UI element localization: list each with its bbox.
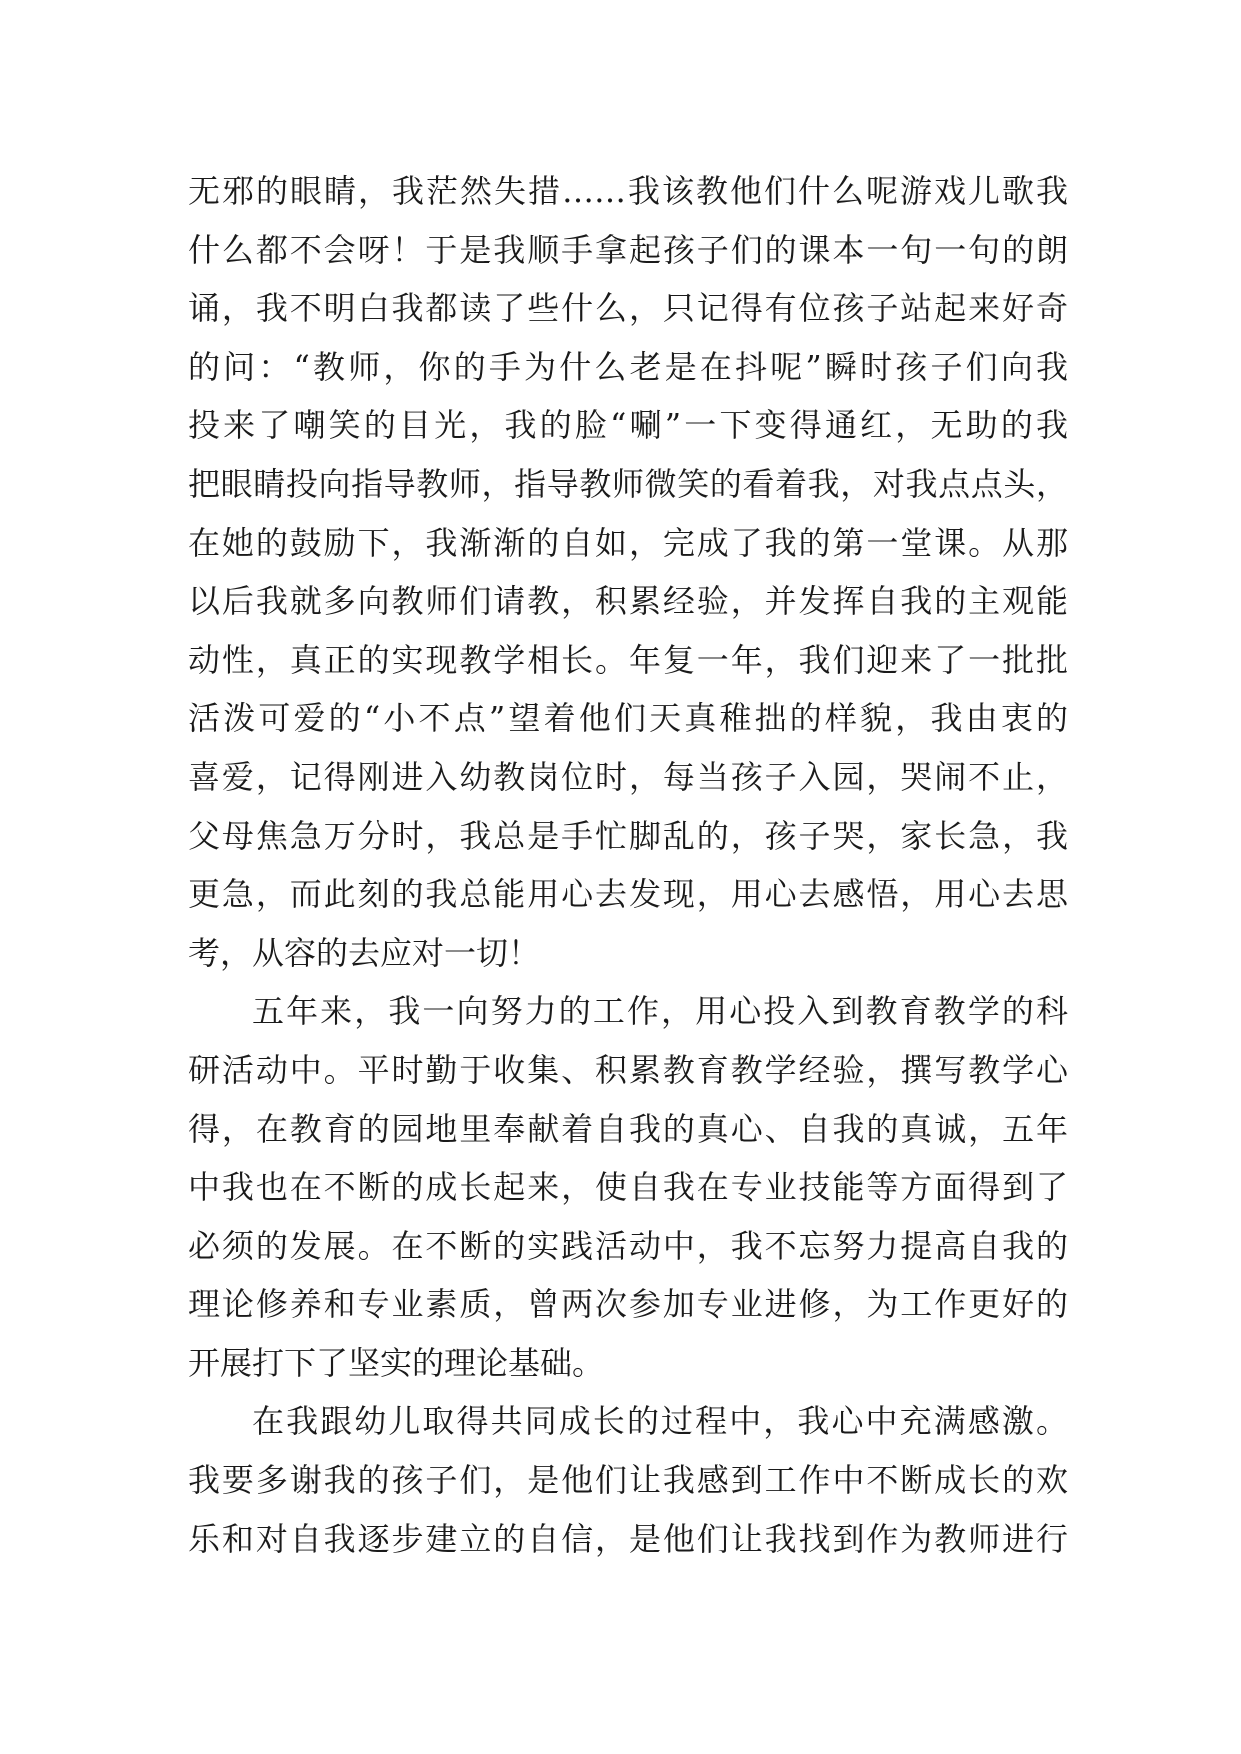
text-line: 必须的发展。在不断的实践活动中，我不忘努力提高自我的 <box>188 1226 1068 1265</box>
text-line: 中我也在不断的成长起来，使自我在专业技能等方面得到了 <box>188 1168 1068 1207</box>
text-line: 把眼睛投向指导教师，指导教师微笑的看着我，对我点点头， <box>188 464 1068 503</box>
paragraph-first-line: 五年来，我一向努力的工作，用心投入到教育教学的科 <box>252 992 1068 1031</box>
text-line: 动性，真正的实现教学相长。年复一年，我们迎来了一批批 <box>188 640 1068 679</box>
paragraph-first-line: 在我跟幼儿取得共同成长的过程中，我心中充满感激。 <box>252 1402 1068 1441</box>
text-line: 喜爱，记得刚进入幼教岗位时，每当孩子入园，哭闹不止， <box>188 757 1068 796</box>
text-line: 投来了嘲笑的目光，我的脸“唰”一下变得通红，无助的我 <box>188 406 1068 445</box>
text-line: 诵，我不明白我都读了些什么，只记得有位孩子站起来好奇 <box>188 289 1068 328</box>
text-line: 得，在教育的园地里奉献着自我的真心、自我的真诚，五年 <box>188 1109 1068 1148</box>
text-line: 我要多谢我的孩子们，是他们让我感到工作中不断成长的欢 <box>188 1461 1068 1500</box>
text-line: 更急，而此刻的我总能用心去发现，用心去感悟，用心去思 <box>188 875 1068 914</box>
text-line: 以后我就多向教师们请教，积累经验，并发挥自我的主观能 <box>188 582 1068 621</box>
text-line: 的问：“教师，你的手为什么老是在抖呢”瞬时孩子们向我 <box>188 347 1068 386</box>
text-line: 无邪的眼睛，我茫然失措……我该教他们什么呢游戏儿歌我 <box>188 172 1068 210</box>
text-line: 在她的鼓励下，我渐渐的自如，完成了我的第一堂课。从那 <box>188 523 1068 562</box>
text-line: 乐和对自我逐步建立的自信，是他们让我找到作为教师进行 <box>188 1519 1068 1558</box>
text-line: 理论修养和专业素质，曾两次参加专业进修，为工作更好的 <box>188 1285 1068 1324</box>
text-line: 开展打下了坚实的理论基础。 <box>188 1343 605 1382</box>
text-line: 什么都不会呀！于是我顺手拿起孩子们的课本一句一句的朗 <box>188 230 1068 269</box>
text-line: 父母焦急万分时，我总是手忙脚乱的，孩子哭，家长急，我 <box>188 816 1068 855</box>
text-line: 活泼可爱的“小不点”望着他们天真稚拙的样貌，我由衷的 <box>188 699 1068 738</box>
document-body <box>188 162 1068 1568</box>
text-line: 考，从容的去应对一切！ <box>188 933 541 972</box>
text-line: 研活动中。平时勤于收集、积累教育教学经验，撰写教学心 <box>188 1050 1068 1089</box>
